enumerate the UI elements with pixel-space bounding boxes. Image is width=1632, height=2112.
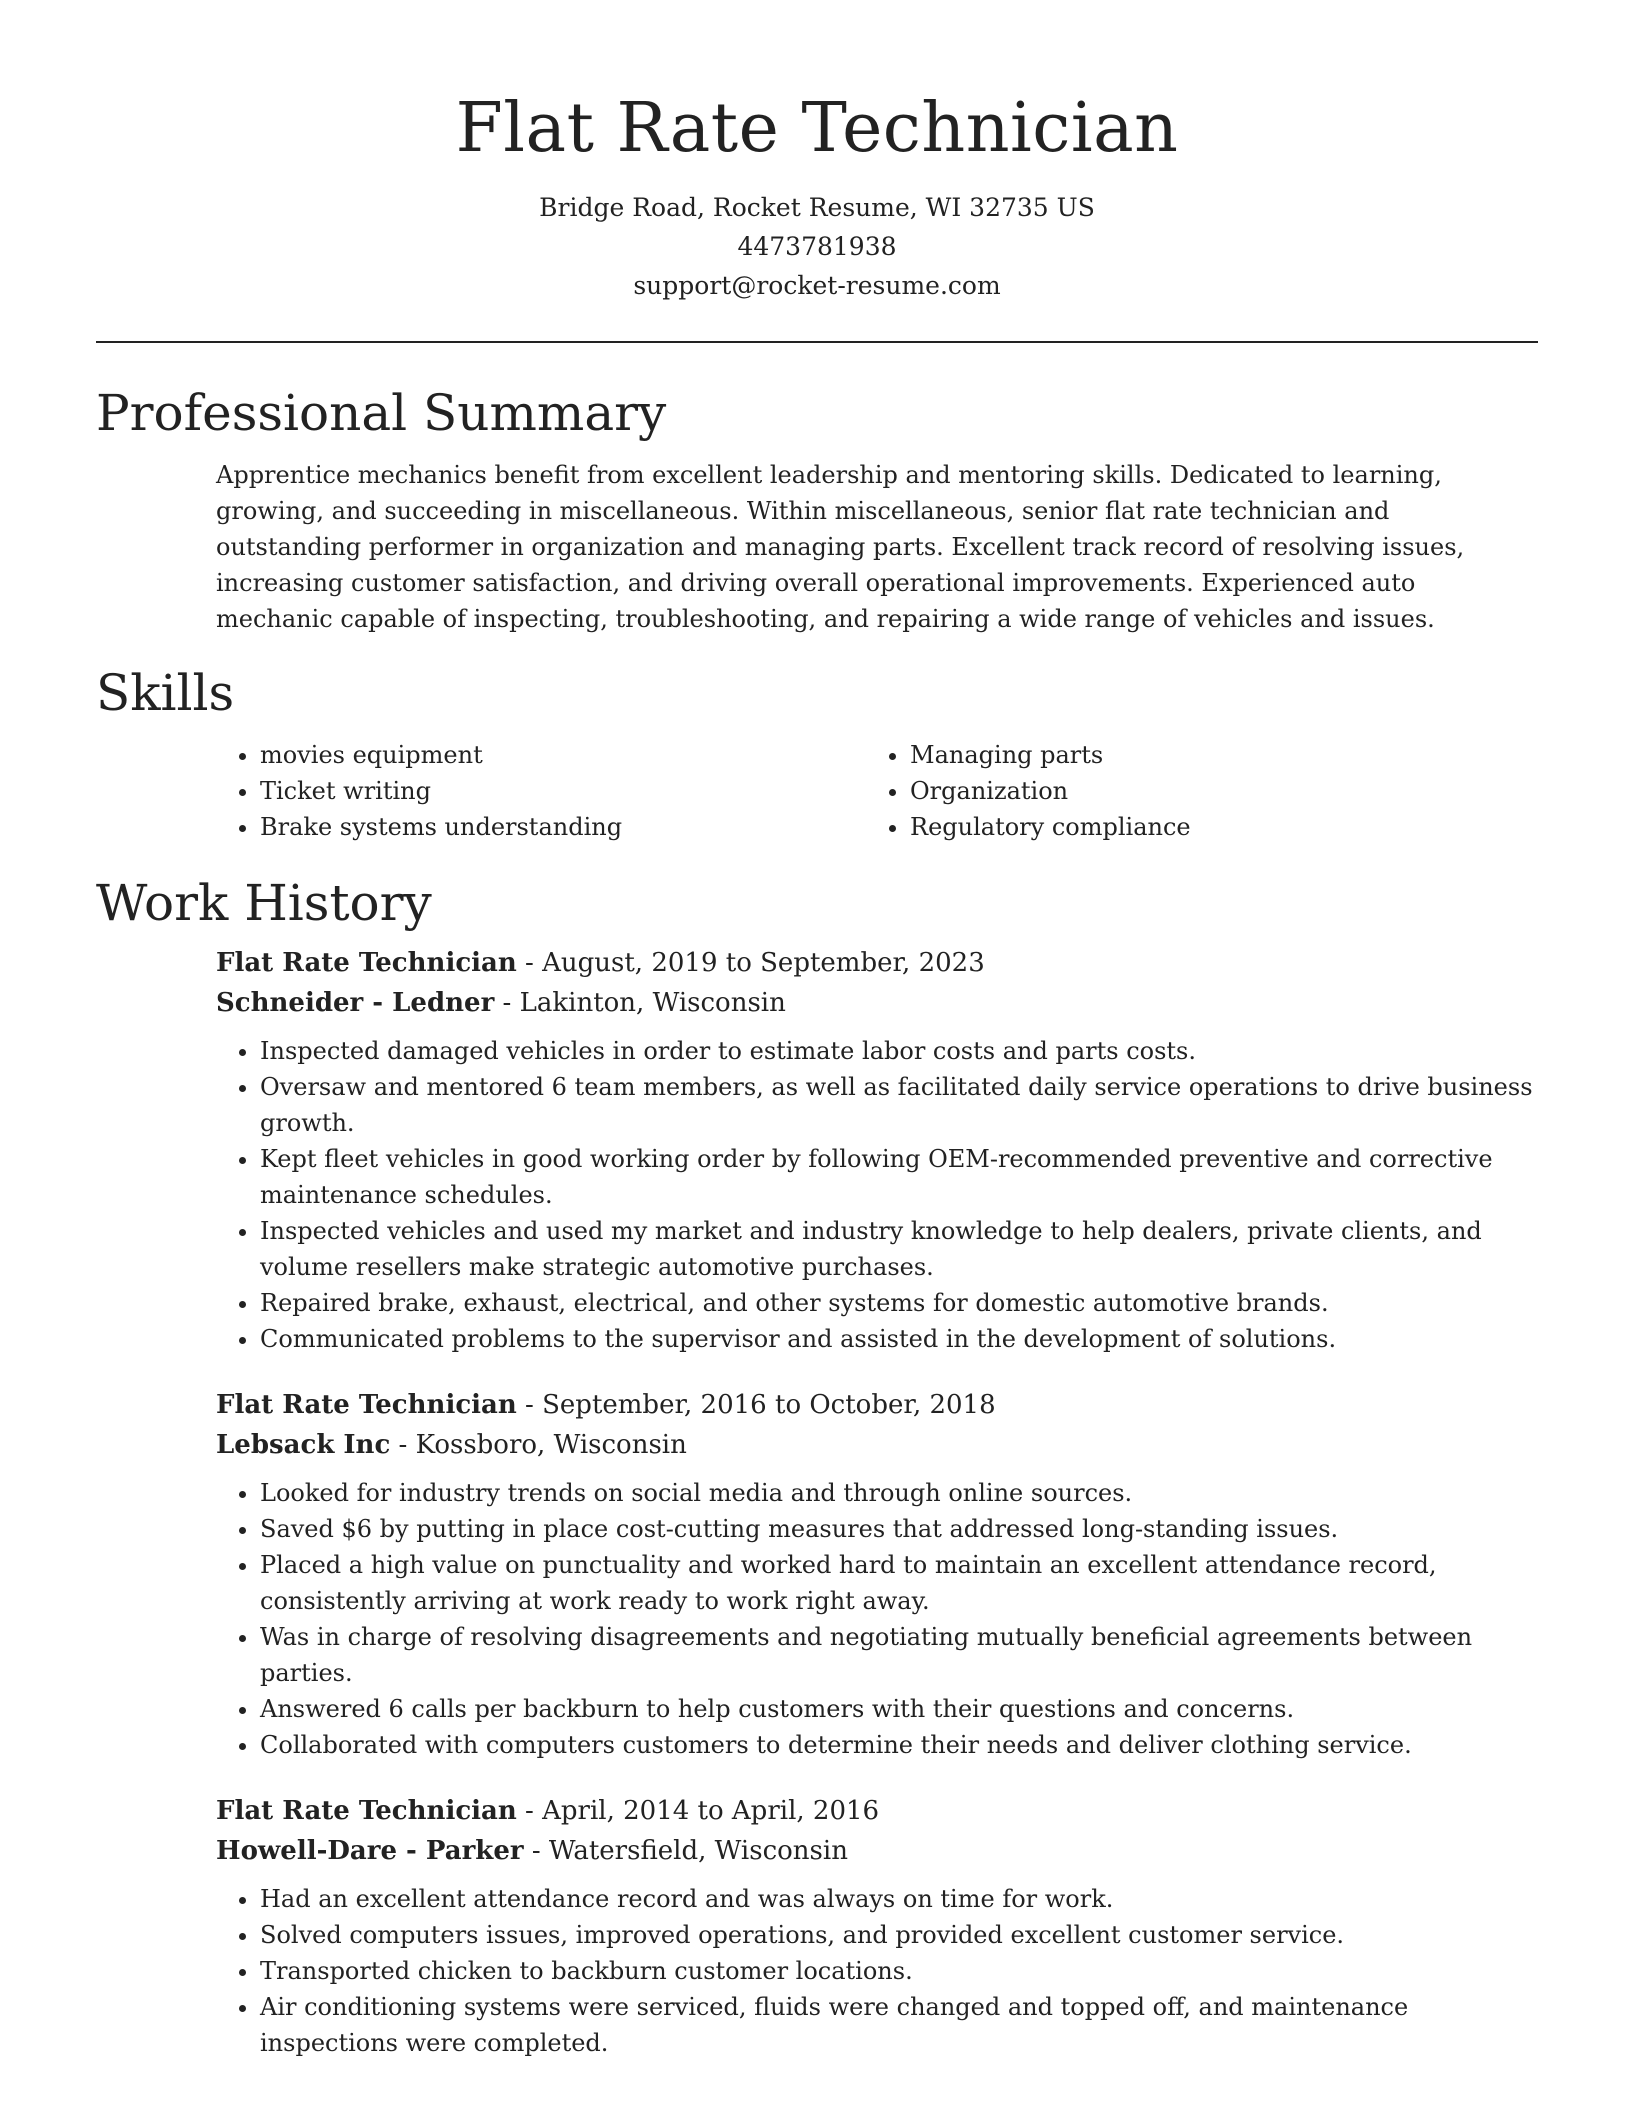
job-dates: - April, 2014 to April, 2016 bbox=[516, 1796, 880, 1826]
job-company: Schneider - Ledner bbox=[216, 988, 495, 1018]
contact-phone: 4473781938 bbox=[737, 232, 897, 261]
skills-heading: Skills bbox=[96, 664, 235, 722]
skill-item: • Managing parts bbox=[910, 737, 1538, 773]
contact-block bbox=[96, 188, 1538, 305]
job-location: - Kossboro, Wisconsin bbox=[390, 1430, 687, 1460]
header-divider bbox=[96, 341, 1538, 343]
skills-column-right bbox=[866, 737, 1538, 845]
job-bullet: • Looked for industry trends on social media and through online sources. bbox=[260, 1475, 1538, 1511]
job-bullet: • Was in charge of resolving disagreements and negotiating mutually beneficial agreements between parties. bbox=[260, 1619, 1538, 1691]
job-company-line bbox=[216, 983, 1538, 1023]
job-title-line bbox=[216, 1385, 1538, 1425]
skills-column-left bbox=[216, 737, 866, 845]
resume-name: Flat Rate Technician bbox=[455, 89, 1179, 168]
resume-page bbox=[96, 0, 1538, 2061]
skill-item: • Brake systems understanding bbox=[260, 809, 866, 845]
job-company-line bbox=[216, 1425, 1538, 1465]
job-bullet: • Communicated problems to the supervisor and assisted in the development of solutions. bbox=[260, 1321, 1538, 1357]
job-bullet: • Saved $6 by putting in place cost-cutting measures that addressed long-standing issues. bbox=[260, 1511, 1538, 1547]
job-bullet: • Oversaw and mentored 6 team members, as well as facilitated daily service operations to drive business growth. bbox=[260, 1069, 1538, 1141]
skill-item: • Organization bbox=[910, 773, 1538, 809]
job-bullet: • Inspected damaged vehicles in order to estimate labor costs and parts costs. bbox=[260, 1033, 1538, 1069]
job-dates: - August, 2019 to September, 2023 bbox=[516, 948, 985, 978]
job-bullet: • Collaborated with computers customers to determine their needs and deliver clothing service. bbox=[260, 1727, 1538, 1763]
summary-text: Apprentice mechanics benefit from excellent leadership and mentoring skills. Dedicated to learning, growing, and succeeding in miscellaneous. Within miscellaneous, senior flat rate technician and outstanding performer in organization and managing parts. Excellent track record of resolving issues, increasing customer satisfaction, and driving overall operational improvements. Experienced auto mechanic capable of inspecting, troubleshooting, and repairing a wide range of vehicles and issues. bbox=[216, 461, 1465, 633]
job-dates: - September, 2016 to October, 2018 bbox=[516, 1390, 996, 1420]
skill-item: • Ticket writing bbox=[260, 773, 866, 809]
summary-heading: Professional Summary bbox=[96, 384, 667, 442]
job-bullet: • Inspected vehicles and used my market and industry knowledge to help dealers, private clients, and volume resellers make strategic automotive purchases. bbox=[260, 1213, 1538, 1285]
job-bullet: • Air conditioning systems were serviced, fluids were changed and topped off, and maintenance inspections were completed. bbox=[260, 1989, 1538, 2061]
job-bullet: • Kept fleet vehicles in good working order by following OEM-recommended preventive and corrective maintenance schedules. bbox=[260, 1141, 1538, 1213]
job-company: Lebsack Inc bbox=[216, 1430, 391, 1460]
contact-address: Bridge Road, Rocket Resume, WI 32735 US bbox=[539, 193, 1095, 222]
skill-item: • movies equipment bbox=[260, 737, 866, 773]
job-title-line bbox=[216, 943, 1538, 983]
skills-grid bbox=[216, 737, 1538, 845]
job-entry bbox=[216, 943, 1538, 1357]
job-location: - Watersfield, Wisconsin bbox=[523, 1836, 848, 1866]
job-entry bbox=[216, 1385, 1538, 1763]
job-title: Flat Rate Technician bbox=[216, 1796, 517, 1826]
job-title: Flat Rate Technician bbox=[216, 1390, 517, 1420]
job-title-line bbox=[216, 1791, 1538, 1831]
contact-email: support@rocket-resume.com bbox=[633, 271, 1001, 300]
job-bullet: • Repaired brake, exhaust, electrical, and other systems for domestic automotive brands. bbox=[260, 1285, 1538, 1321]
skill-item: • Regulatory compliance bbox=[910, 809, 1538, 845]
job-location: - Lakinton, Wisconsin bbox=[494, 988, 786, 1018]
job-bullet: • Solved computers issues, improved operations, and provided excellent customer service. bbox=[260, 1917, 1538, 1953]
job-bullet: • Answered 6 calls per backburn to help customers with their questions and concerns. bbox=[260, 1691, 1538, 1727]
job-company: Howell-Dare - Parker bbox=[216, 1836, 524, 1866]
job-bullet: • Placed a high value on punctuality and worked hard to maintain an excellent attendance record, consistently arriving at work ready to work right away. bbox=[260, 1547, 1538, 1619]
job-bullet: • Transported chicken to backburn customer locations. bbox=[260, 1953, 1538, 1989]
job-bullet-list bbox=[216, 1033, 1538, 1357]
job-bullet-list bbox=[216, 1475, 1538, 1763]
work-history-heading: Work History bbox=[96, 874, 432, 932]
job-company-line bbox=[216, 1831, 1538, 1871]
job-title: Flat Rate Technician bbox=[216, 948, 517, 978]
job-entry bbox=[216, 1791, 1538, 2061]
job-bullet-list bbox=[216, 1881, 1538, 2061]
job-bullet: • Had an excellent attendance record and was always on time for work. bbox=[260, 1881, 1538, 1917]
